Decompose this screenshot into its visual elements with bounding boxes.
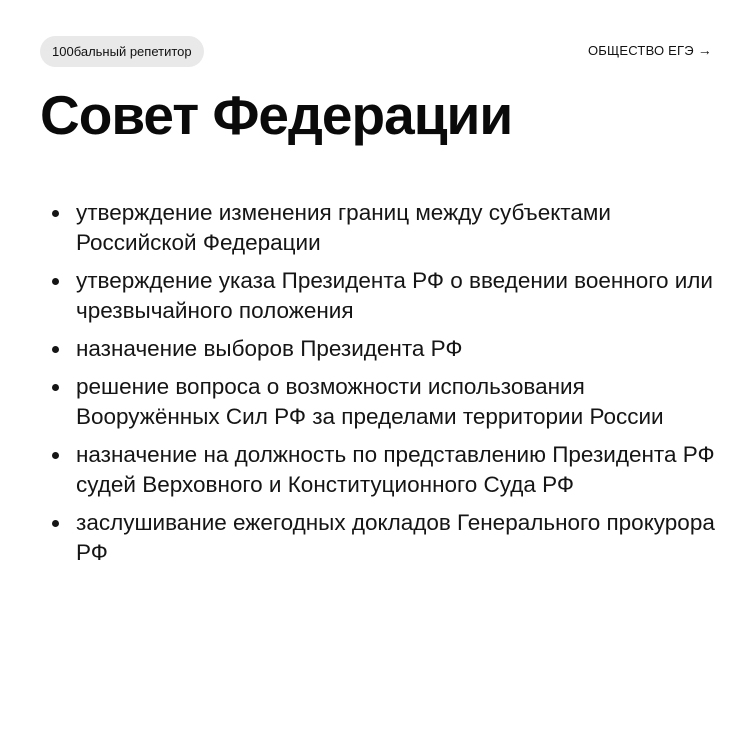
list-item-text: заслушивание ежегодных докладов Генерального прокурора РФ <box>76 510 715 565</box>
topic-link[interactable] <box>588 42 712 58</box>
brand-badge <box>40 36 204 67</box>
list-item-text: назначение на должность по представлению Президента РФ судей Верховного и Конституционного Суда РФ <box>76 442 715 497</box>
arrow-right-icon: → <box>697 42 712 58</box>
powers-list <box>40 198 720 576</box>
list-item-text: утверждение изменения границ между субъектами Российской Федерации <box>76 200 611 255</box>
list-item <box>40 440 720 500</box>
bullet-icon <box>52 384 59 391</box>
list-item-text: решение вопроса о возможности использования Вооружённых Сил РФ за пределами территории России <box>76 374 664 429</box>
bullet-icon <box>52 210 59 217</box>
bullet-icon <box>52 452 59 459</box>
list-item <box>40 508 720 568</box>
list-item-text: назначение выборов Президента РФ <box>76 336 463 361</box>
topic-link-label: ОБЩЕСТВО ЕГЭ <box>587 42 694 58</box>
list-item <box>40 266 720 326</box>
list-item <box>40 198 720 258</box>
bullet-icon <box>52 520 59 527</box>
bullet-icon <box>52 278 59 285</box>
list-item-text: утверждение указа Президента РФ о введении военного или чрезвычайного положения <box>76 268 713 323</box>
bullet-icon <box>52 346 59 353</box>
list-item <box>40 334 720 364</box>
page-title: Совет Федерации <box>40 84 513 146</box>
brand-label: 100бальный репетитор <box>52 44 192 59</box>
list-item <box>40 372 720 432</box>
